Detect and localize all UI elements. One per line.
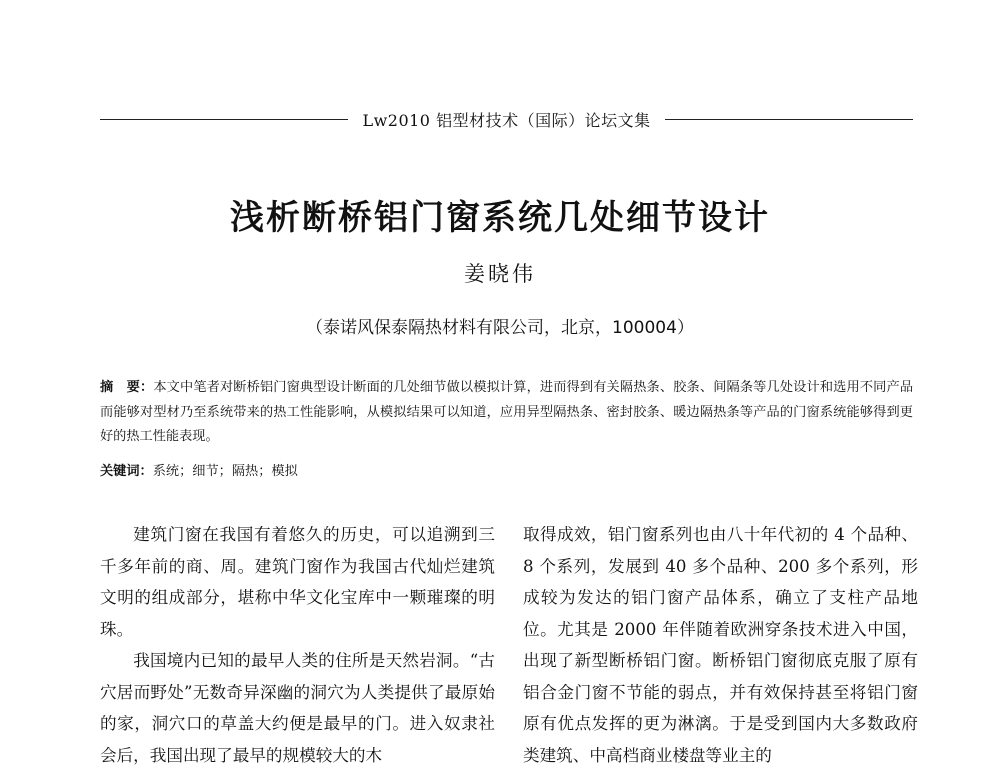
abstract bbox=[100, 376, 913, 450]
author-name: 姜晓伟 bbox=[464, 262, 536, 286]
body-column-left bbox=[100, 519, 495, 771]
header-rule-right bbox=[665, 119, 913, 120]
body-paragraph: 我国境内已知的最早人类的住所是天然岩洞。“古穴居而野处”无数奇异深幽的洞穴为人类提供了最原始的家，洞穴口的草盖大约便是最早的门。进入奴隶社会后，我国出现了最早的规模较大的木 bbox=[100, 651, 495, 765]
abstract-label: 摘 要： bbox=[100, 380, 154, 395]
body-paragraph: 建筑门窗在我国有着悠久的历史，可以追溯到三千多年前的商、周。建筑门窗作为我国古代灿烂建筑文明的组成部分，堪称中华文化宝库中一颗璀璨的明珠。 bbox=[100, 525, 495, 639]
abstract-text: 本文中笔者对断桥铝门窗典型设计断面的几处细节做以模拟计算，进而得到有关隔热条、胶条、间隔条等几处设计和选用不同产品而能够对型材乃至系统带来的热工性能影响，从模拟结果可以知道，应用异型隔热条、密封胶条、暖边隔热条等产品的门窗系统能够得到更好的热工性能表现。 bbox=[100, 380, 914, 444]
running-header bbox=[100, 107, 913, 131]
body-column-right bbox=[523, 519, 918, 771]
body-paragraph: 取得成效，铝门窗系列也由八十年代初的 4 个品种、8 个系列，发展到 40 多个品种、200 多个系列，形成较为发达的铝门窗产品体系，确立了支柱产品地位。尤其是 2000 年伴随着欧洲穿条技术进入中国，出现了新型断桥铝门窗。断桥铝门窗彻底克服了原有铝合金门窗不节能的弱点，并有效保持甚至将铝门窗原有优点发挥的更为淋漓。于是受到国内大多数政府类建筑、中高档商业楼盘等业主的 bbox=[523, 525, 918, 765]
header-rule-left bbox=[100, 119, 348, 120]
keywords-text: 系统；细节；隔热；模拟 bbox=[152, 464, 298, 479]
author-affiliation: （泰诺风保泰隔热材料有限公司，北京，100004） bbox=[306, 318, 694, 338]
running-header-text: Lw2010 铝型材技术（国际）论坛文集 bbox=[362, 110, 651, 130]
paper-title: 浅析断桥铝门窗系统几处细节设计 bbox=[230, 198, 770, 238]
keywords bbox=[100, 461, 913, 483]
keywords-label: 关键词： bbox=[100, 464, 153, 479]
